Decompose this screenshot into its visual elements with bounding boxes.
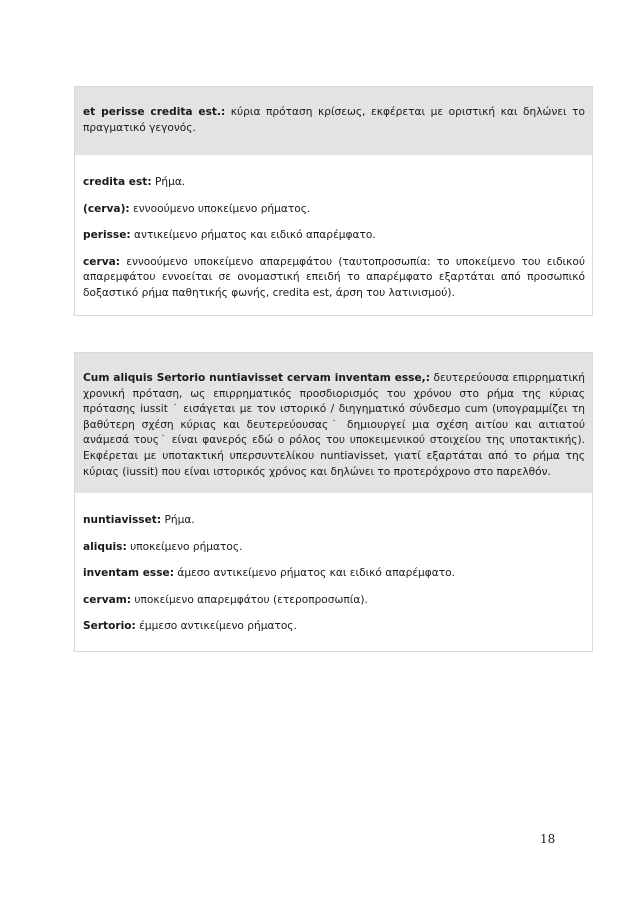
latin-phrase: Cum aliquis Sertorio nuntiavisset cervam inventam esse,:	[83, 372, 430, 384]
analysis-block-temporal-clause	[74, 352, 593, 652]
item-term: nuntiavisset:	[83, 514, 162, 526]
analysis-block-main-clause	[74, 86, 593, 316]
item-text: Ρήμα.	[161, 514, 195, 526]
item-text: εννοούμενο υποκείμενο απαρεμφάτου (ταυτοπροσωπία: το υποκείμενο του ειδικού απαρεμφάτου εννοείται σε ονομαστική επειδή το απαρέμφατο εξαρτάται από προσωπικό δοξαστικό ρήμα παθητικής φωνής, credita est, άρση του λατινισμού).	[83, 255, 585, 299]
item-text: υποκείμενο απαρεμφάτου (ετεροπροσωπία).	[131, 593, 368, 606]
item-term: Sertorio:	[83, 620, 136, 633]
explanation-text: κύρια πρόταση κρίσεως, εκφέρεται με οριστική και δηλώνει το πραγματικό γεγονός.	[83, 106, 585, 134]
item-text: εννοούμενο υποκείμενο ρήματος.	[129, 202, 311, 215]
analysis-item	[83, 513, 585, 529]
item-text: άμεσο αντικείμενο ρήματος και ειδικό απαρέμφατο.	[173, 567, 455, 580]
analysis-item	[83, 255, 585, 302]
analysis-item	[83, 175, 585, 191]
item-text: υποκείμενο ρήματος.	[126, 540, 243, 553]
block-header	[75, 87, 592, 155]
item-term: cerva:	[83, 255, 120, 268]
explanation-text: δευτερεύουσα επιρρηματική χρονική πρόταση, ως επιρρηματικός προσδιορισμός του χρόνου στο ρήμα της κύριας πρότασης iussit ˙ εισάγεται με τον ιστορικό / διηγηματικό σύνδεσμο cum (υπογραμμίζει τη βαθύτερη σχέση κύριας και δευτερεύουσας˙ δημιουργεί μια σχέση αιτίου και αιτιατού ανάμεσά τους˙ είναι φανερός εδώ ο ρόλος του υποκειμενικού στοιχείου της υποτακτικής). Εκφέρεται με υποτακτική υπερσυντελίκου nuntiavisset, γιατί εξαρτάται από το ρήμα της κύριας (iussit) που είναι ιστορικός χρόνος και δηλώνει το προτερόχρονο στο παρελθόν.	[83, 372, 586, 478]
analysis-item	[83, 593, 585, 609]
block-header	[75, 353, 592, 493]
item-text: Ρήμα.	[151, 176, 186, 188]
item-text: έμμεσο αντικείμενο ρήματος.	[135, 620, 297, 633]
page-number: 18	[540, 832, 556, 846]
item-term: inventam esse:	[83, 567, 174, 580]
item-term: perisse:	[83, 229, 131, 242]
analysis-item	[83, 228, 585, 244]
analysis-item	[83, 566, 585, 582]
header-paragraph	[83, 105, 585, 136]
item-text: αντικείμενο ρήματος και ειδικό απαρέμφατο.	[130, 229, 376, 242]
item-term: aliquis:	[83, 540, 127, 553]
item-term: credita est:	[83, 176, 152, 188]
latin-phrase: et perisse credita est.:	[83, 106, 226, 118]
item-term: (cerva):	[83, 202, 130, 215]
item-term: cervam:	[83, 593, 132, 606]
analysis-item	[83, 202, 585, 218]
block-body	[75, 155, 592, 302]
analysis-item	[83, 540, 585, 556]
header-paragraph	[83, 371, 585, 480]
block-body	[75, 493, 592, 635]
analysis-item	[83, 619, 585, 635]
